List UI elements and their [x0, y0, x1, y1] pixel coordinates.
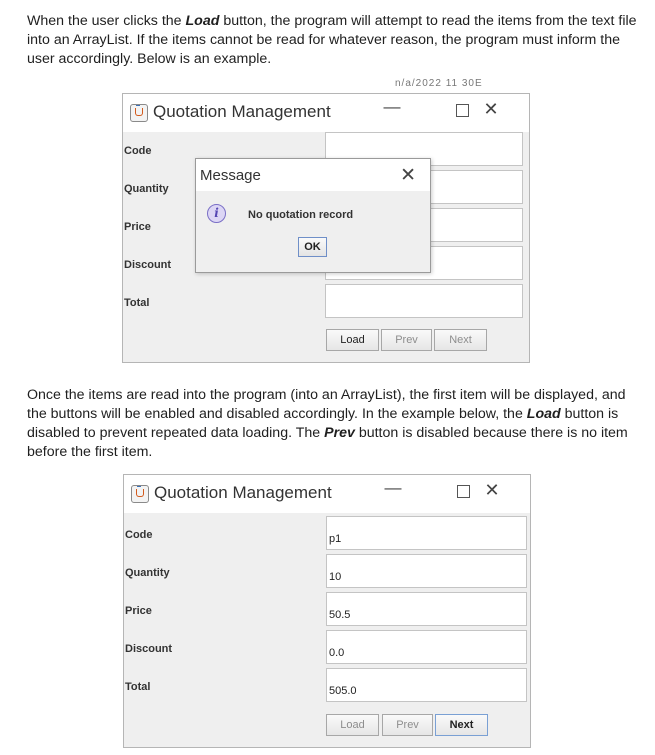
minimize-icon[interactable]: — — [383, 97, 401, 116]
label-code: Code — [124, 145, 152, 157]
total-field[interactable] — [325, 284, 523, 318]
para2-bold-load: Load — [526, 406, 561, 422]
quotation-window-2 — [123, 474, 531, 748]
window-titlebar — [123, 94, 529, 132]
bleed-through-text: n/a/2022 11 30E — [395, 78, 483, 89]
maximize-icon[interactable] — [457, 485, 470, 498]
paragraph-load-intro — [27, 12, 637, 69]
minimize-icon[interactable]: — — [384, 478, 402, 497]
price-field[interactable]: 50.5 — [326, 592, 527, 626]
load-button[interactable]: Load — [326, 714, 379, 736]
close-icon[interactable]: ✕ — [484, 480, 500, 500]
dialog-title: Message — [200, 167, 261, 184]
ok-button[interactable]: OK — [298, 237, 327, 257]
label-quantity: Quantity — [125, 567, 170, 579]
para1-text-b: button, the program will attempt to read the items from the text file into an ArrayList. If the items cannot be read for whatever reason, the program must inform the user accordingly. Below is an example. — [27, 13, 637, 67]
maximize-icon[interactable] — [456, 104, 469, 117]
next-button[interactable]: Next — [434, 329, 487, 351]
para2-text-b: button is disabled to prevent repeated data loading. The — [27, 406, 619, 441]
label-code: Code — [125, 529, 153, 541]
load-button[interactable]: Load — [326, 329, 379, 351]
dialog-message: No quotation record — [248, 209, 354, 221]
close-icon[interactable]: ✕ — [483, 99, 499, 119]
para2-text-a: Once the items are read into the program (into an ArrayList), the first item will be displayed, and the buttons will be enabled and disabled accordingly. In the example below, the — [27, 387, 626, 422]
prev-button[interactable]: Prev — [381, 329, 432, 351]
java-app-icon — [131, 485, 149, 503]
java-app-icon — [130, 104, 148, 122]
dialog-close-icon[interactable]: ✕ — [400, 165, 416, 186]
window-title: Quotation Management — [154, 483, 332, 502]
quantity-field[interactable]: 10 — [326, 554, 527, 588]
para1-text-a: When the user clicks the — [27, 13, 186, 29]
paragraph-after-load — [27, 386, 637, 462]
para2-text-c: button is disabled because there is no item before the first item. — [27, 425, 628, 460]
code-field[interactable]: p1 — [326, 516, 527, 550]
prev-button[interactable]: Prev — [382, 714, 433, 736]
para2-bold-prev: Prev — [324, 425, 355, 441]
info-icon: i — [207, 204, 226, 223]
para1-bold-load: Load — [185, 13, 220, 29]
dialog-titlebar — [196, 159, 430, 191]
next-button[interactable]: Next — [435, 714, 488, 736]
label-discount: Discount — [124, 259, 172, 271]
label-total: Total — [125, 681, 151, 693]
label-quantity: Quantity — [124, 183, 169, 195]
window-title: Quotation Management — [153, 102, 331, 121]
discount-field[interactable]: 0.0 — [326, 630, 527, 664]
total-field[interactable]: 505.0 — [326, 668, 527, 702]
label-discount: Discount — [125, 643, 173, 655]
window-titlebar — [124, 475, 530, 513]
label-total: Total — [124, 297, 150, 309]
message-dialog — [195, 158, 431, 273]
label-price: Price — [125, 605, 152, 617]
label-price: Price — [124, 221, 151, 233]
